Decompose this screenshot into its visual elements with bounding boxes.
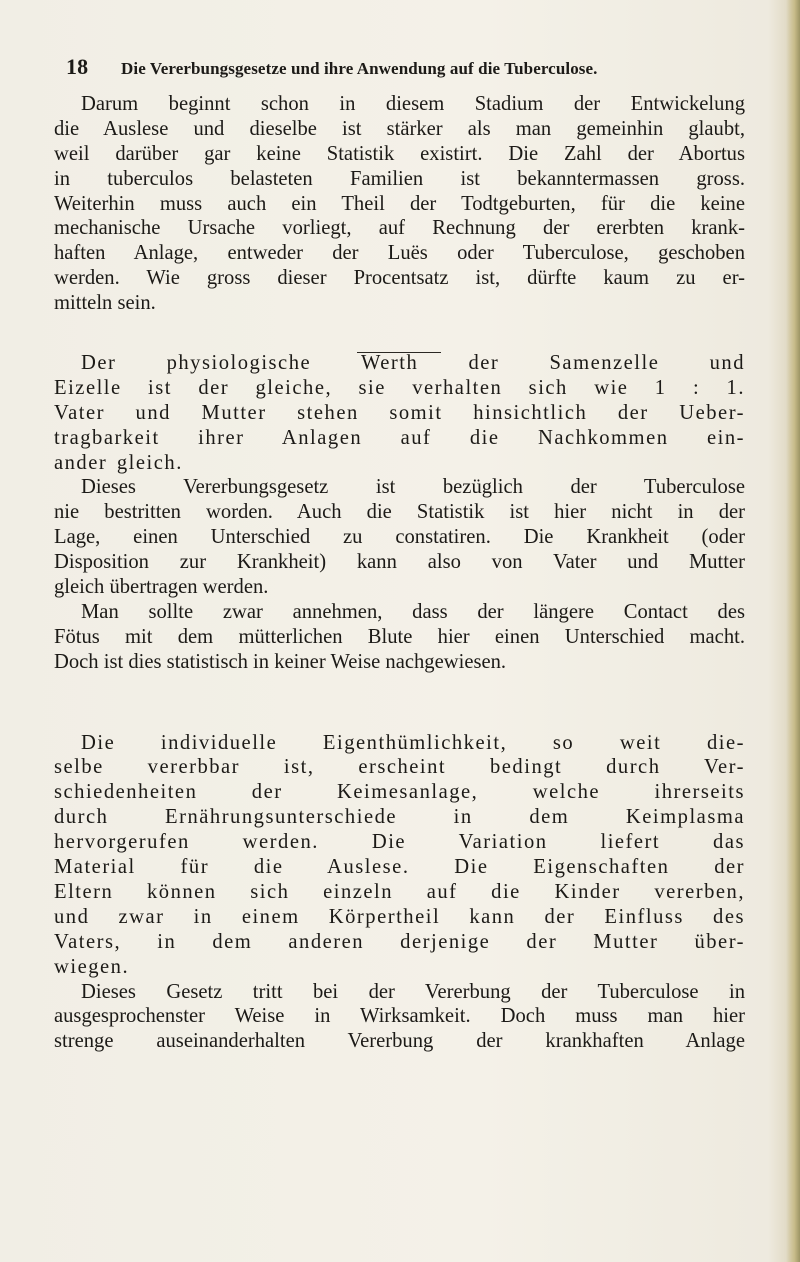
text-line: weil darüber gar keine Statistik existirt. Die Zahl der Abortus bbox=[54, 142, 745, 165]
text-line: durch Ernährungsunterschiede in dem Keimplasma bbox=[54, 806, 745, 829]
text-line: Eltern können sich einzeln auf die Kinder vererben, bbox=[54, 880, 745, 903]
text-line: nie bestritten worden. Auch die Statistik ist hier nicht in der bbox=[54, 501, 745, 524]
section-gap bbox=[54, 316, 745, 351]
text-line: werden. Wie gross dieser Procentsatz ist, dürfte kaum zu er- bbox=[54, 267, 745, 290]
text-line: die Auslese und dieselbe ist stärker als man gemeinhin glaubt, bbox=[54, 117, 745, 140]
text-line: Weiterhin muss auch ein Theil der Todtgeburten, für die keine bbox=[54, 192, 745, 215]
text-line: tragbarkeit ihrer Anlagen auf die Nachkommen ein- bbox=[54, 426, 745, 449]
paragraph bbox=[54, 351, 745, 475]
text-line: haften Anlage, entweder der Luës oder Tuberculose, geschoben bbox=[54, 242, 745, 265]
text-line: gleich übertragen werden. bbox=[54, 576, 269, 599]
text-line: Disposition zur Krankheit) kann also von Vater und Mutter bbox=[54, 551, 745, 574]
text-line: Vaters, in dem anderen derjenige der Mutter über- bbox=[54, 930, 745, 953]
text-line: schiedenheiten der Keimesanlage, welche ihrerseits bbox=[54, 781, 745, 804]
paragraph bbox=[54, 731, 745, 980]
section-gap bbox=[54, 675, 745, 731]
paragraph bbox=[54, 92, 745, 316]
text-line: Die individuelle Eigenthümlichkeit, so weit die- bbox=[81, 731, 745, 754]
page-number: 18 bbox=[66, 54, 89, 79]
paragraph bbox=[54, 475, 745, 599]
text-line: mitteln sein. bbox=[54, 292, 156, 315]
text-line: Vater und Mutter stehen somit hinsichtlich der Ueber- bbox=[54, 401, 745, 424]
text-line: Material für die Auslese. Die Eigenschaften der bbox=[54, 856, 745, 879]
text-line: ausgesprochenster Weise in Wirksamkeit. Doch muss man hier bbox=[54, 1005, 745, 1028]
text-line: Lage, einen Unterschied zu constatiren. Die Krankheit (oder bbox=[54, 526, 745, 549]
text-line: Fötus mit dem mütterlichen Blute hier einen Unterschied macht. bbox=[54, 625, 745, 648]
text-line: strenge auseinanderhalten Vererbung der krankhaften Anlage bbox=[54, 1030, 745, 1053]
text-line: wiegen. bbox=[54, 955, 130, 978]
text-line: Dieses Gesetz tritt bei der Vererbung der Tuberculose in bbox=[81, 980, 745, 1003]
text-line: Darum beginnt schon in diesem Stadium der Entwickelung bbox=[81, 93, 745, 115]
running-header bbox=[66, 54, 756, 80]
text-line: und zwar in einem Körpertheil kann der Einfluss des bbox=[54, 905, 745, 928]
paragraph bbox=[54, 600, 745, 675]
body-text bbox=[54, 92, 745, 1054]
page-edge-shadow bbox=[786, 0, 800, 1262]
text-line: Doch ist dies statistisch in keiner Weise nachgewiesen. bbox=[54, 650, 507, 673]
text-line: hervorgerufen werden. Die Variation liefert das bbox=[54, 831, 745, 854]
text-line: mechanische Ursache vorliegt, auf Rechnung der ererbten krank- bbox=[54, 217, 745, 240]
running-title: Die Vererbungsgesetze und ihre Anwendung auf die Tuberculose. bbox=[121, 59, 598, 78]
text-line: Dieses Vererbungsgesetz ist bezüglich der Tuberculose bbox=[81, 476, 745, 499]
text-line: Der physiologische Werth der Samenzelle und bbox=[81, 352, 745, 375]
text-line: Man sollte zwar annehmen, dass der längere Contact des bbox=[81, 600, 745, 623]
text-line: ander gleich. bbox=[54, 451, 183, 474]
text-line: Eizelle ist der gleiche, sie verhalten sich wie 1 : 1. bbox=[54, 376, 745, 399]
text-line: selbe vererbbar ist, erscheint bedingt durch Ver- bbox=[54, 756, 745, 779]
text-line: in tuberculos belasteten Familien ist bekanntermassen gross. bbox=[54, 167, 745, 190]
paragraph bbox=[54, 980, 745, 1055]
